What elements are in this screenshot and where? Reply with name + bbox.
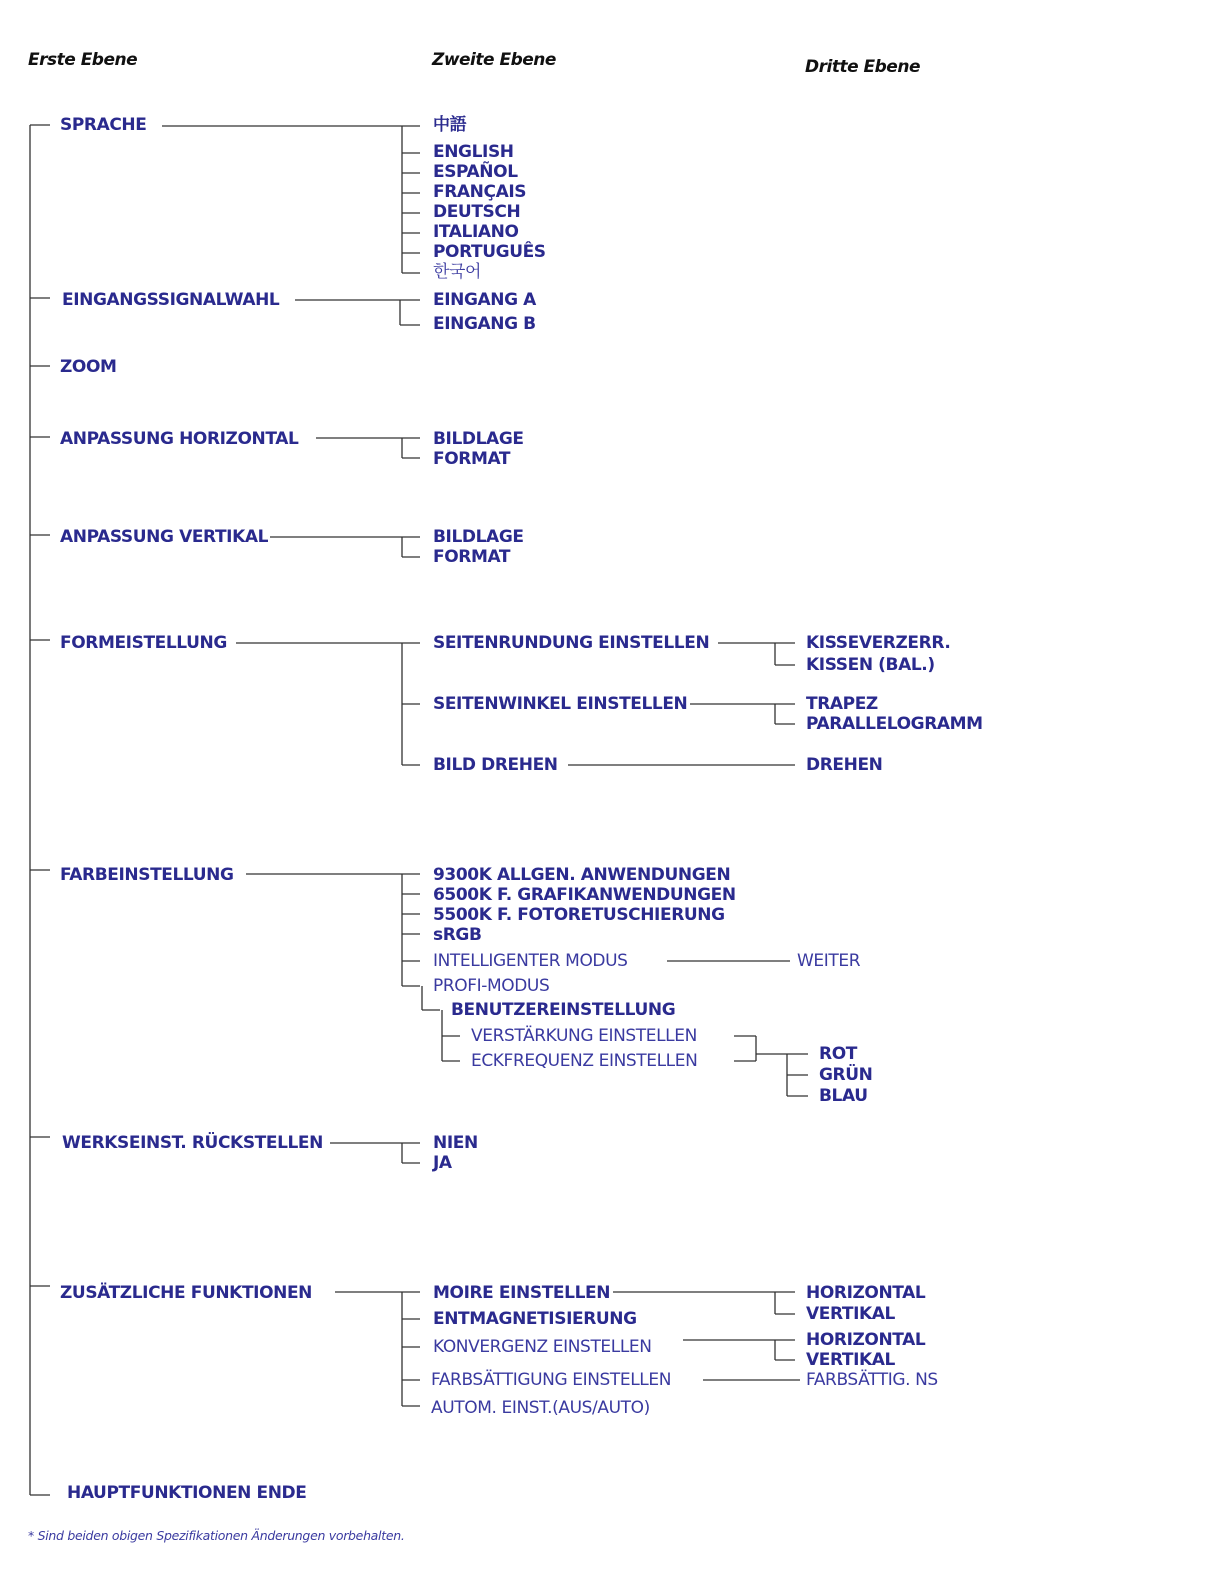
reset-yes: JA xyxy=(433,1153,452,1173)
menu-item-zusaetzliche-funktionen: ZUSÄTZLICHE FUNKTIONEN xyxy=(60,1283,312,1303)
input-a: EINGANG A xyxy=(433,290,536,310)
degauss: ENTMAGNETISIERUNG xyxy=(433,1309,637,1329)
cutoff-adjust: ECKFREQUENZ EINSTELLEN xyxy=(471,1051,698,1071)
language-korean: 한국어 xyxy=(433,262,482,282)
trapezoid: TRAPEZ xyxy=(806,694,878,714)
menu-item-werkseinst-rueckstellen: WERKSEINST. RÜCKSTELLEN xyxy=(62,1133,323,1153)
convergence-adjust: KONVERGENZ EINSTELLEN xyxy=(433,1337,652,1357)
language-portuguese: PORTUGUÊS xyxy=(433,242,546,262)
menu-item-farbeinstellung: FARBEINSTELLUNG xyxy=(60,865,234,885)
convergence-vertical: VERTIKAL xyxy=(806,1350,895,1370)
column-header-second-level: Zweite Ebene xyxy=(432,50,556,70)
reset-no: NIEN xyxy=(433,1133,478,1153)
channel-green: GRÜN xyxy=(819,1065,873,1085)
side-angle-adjust: SEITENWINKEL EINSTELLEN xyxy=(433,694,688,714)
menu-item-zoom: ZOOM xyxy=(60,357,117,377)
vertical-size: FORMAT xyxy=(433,547,511,567)
menu-item-sprache: SPRACHE xyxy=(60,115,147,135)
color-purity-ns: FARBSÄTTIG. NS xyxy=(806,1370,938,1390)
column-header-third-level: Dritte Ebene xyxy=(805,57,920,77)
menu-item-anpassung-vertikal: ANPASSUNG VERTIKAL xyxy=(60,527,269,547)
column-header-first-level: Erste Ebene xyxy=(28,50,138,70)
horizontal-size: FORMAT xyxy=(433,449,511,469)
side-pincushion-adjust: SEITENRUNDUNG EINSTELLEN xyxy=(433,633,710,653)
footnote: * Sind beiden obigen Spezifikationen Änderungen vorbehalten. xyxy=(28,1528,405,1543)
rotate-picture: BILD DREHEN xyxy=(433,755,558,775)
language-french: FRANÇAIS xyxy=(433,182,527,202)
pin-balance: KISSEN (BAL.) xyxy=(806,655,935,675)
auto-adjust: AUTOM. EINST.(AUS/AUTO) xyxy=(431,1398,650,1418)
language-german: DEUTSCH xyxy=(433,202,521,222)
channel-blue: BLAU xyxy=(819,1086,868,1106)
moire-horizontal: HORIZONTAL xyxy=(806,1283,926,1303)
user-setting: BENUTZEREINSTELLUNG xyxy=(451,1000,676,1020)
color-srgb: sRGB xyxy=(433,925,482,945)
color-5500k: 5500K F. FOTORETUSCHIERUNG xyxy=(433,905,725,925)
professional-mode: PROFI-MODUS xyxy=(433,976,550,996)
vertical-position: BILDLAGE xyxy=(433,527,524,547)
language-italian: ITALIANO xyxy=(433,222,519,242)
moire-vertical: VERTIKAL xyxy=(806,1304,895,1324)
pincushion: KISSEVERZERR. xyxy=(806,633,951,653)
menu-item-formeistellung: FORMEISTELLUNG xyxy=(60,633,227,653)
moire-adjust: MOIRE EINSTELLEN xyxy=(433,1283,611,1303)
input-b: EINGANG B xyxy=(433,314,536,334)
gain-adjust: VERSTÄRKUNG EINSTELLEN xyxy=(471,1026,697,1046)
intelligent-mode-next: WEITER xyxy=(797,951,861,971)
horizontal-position: BILDLAGE xyxy=(433,429,524,449)
language-english: ENGLISH xyxy=(433,142,514,162)
menu-item-eingangssignalwahl: EINGANGSSIGNALWAHL xyxy=(62,290,280,310)
rotate: DREHEN xyxy=(806,755,883,775)
intelligent-mode: INTELLIGENTER MODUS xyxy=(433,951,628,971)
menu-item-hauptfunktionen-ende: HAUPTFUNKTIONEN ENDE xyxy=(67,1483,307,1503)
color-6500k: 6500K F. GRAFIKANWENDUNGEN xyxy=(433,885,736,905)
language-chinese: 中語 xyxy=(433,115,467,135)
color-purity-adjust: FARBSÄTTIGUNG EINSTELLEN xyxy=(431,1370,672,1390)
channel-red: ROT xyxy=(819,1044,857,1064)
language-spanish: ESPAÑOL xyxy=(433,162,518,182)
color-9300k: 9300K ALLGEN. ANWENDUNGEN xyxy=(433,865,731,885)
convergence-horizontal: HORIZONTAL xyxy=(806,1330,926,1350)
parallelogram: PARALLELOGRAMM xyxy=(806,714,983,734)
menu-item-anpassung-horizontal: ANPASSUNG HORIZONTAL xyxy=(60,429,299,449)
